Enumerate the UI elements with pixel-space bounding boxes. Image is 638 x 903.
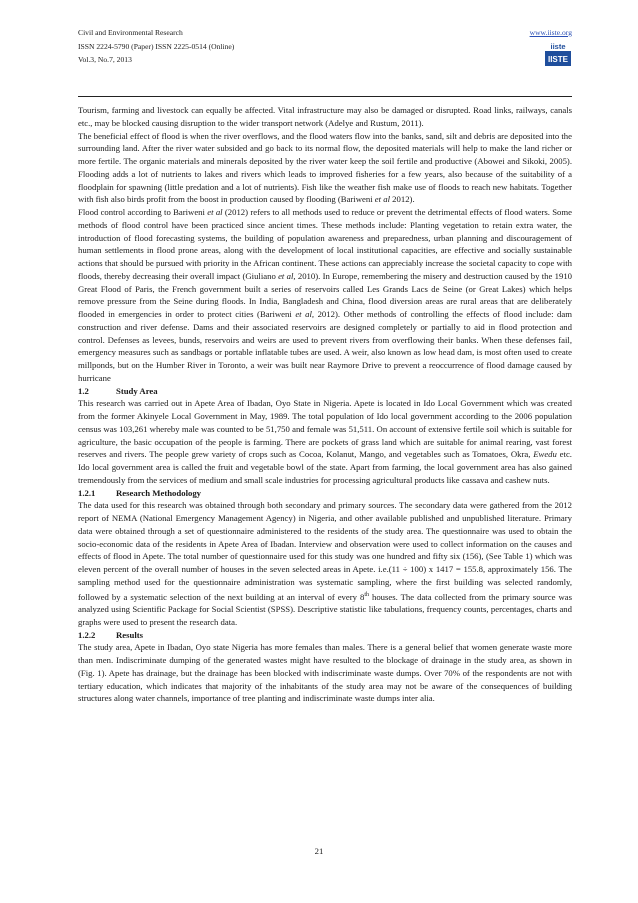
section-heading-results: 1.2.2 Results (78, 629, 144, 640)
section-heading-study-area: 1.2 Study Area (78, 385, 158, 396)
journal-title: Civil and Environmental Research (78, 28, 183, 37)
iiste-logo-icon (544, 41, 572, 67)
section-heading-methodology: 1.2.1 Research Methodology (78, 487, 202, 498)
paragraph-infrastructure: Tourism, farming and livestock can equally be affected. Vital infrastructure may also be damaged or disrupted. Road links, railways, canals etc., may be blocked causing disruption to the wider transport network (Adelye and Rustum, 2011). (78, 105, 572, 128)
page-number: 21 (314, 846, 324, 856)
paragraph-results: The study area, Apete in Ibadan, Oyo state Nigeria has more females than males. There is a general belief that women generate waste more than men. Indiscriminate dumping of the generated wastes might have resulted to the blockage of drainage in the study area, as shown in (Fig. 1). Apete has drainage, but the drainage has been blocked with indiscriminate waste dumps. Over 70% of the respondents are not with tertiary education, which indicates that majority of the inhabitants of the study area may not be aware of the consequences of building structures along water channels, importance of tree planting and indiscriminate waste dumps inter alia. (78, 642, 572, 704)
article-body (78, 104, 572, 705)
journal-volume: Vol.3, No.7, 2013 (78, 55, 132, 65)
journal-issn: ISSN 2224-5790 (Paper) ISSN 2225-0514 (Online) (78, 41, 235, 51)
logo-text: IISTE (547, 55, 569, 64)
paragraph-study-area: This research was carried out in Apete Area of Ibadan, Oyo State in Nigeria. Apete is located in Ido Local Government which was created from the former Akinyele Local Government in May, 1989. The total population of Ido local government according to the 2006 population census was 103,261 whereby male was counted to be 51,750 and female was 51,511. On account of extensive fertile soil which is suitable for agriculture, the basic occupation of the people is farming. There are pockets of grass land which are suitable for animal rearing, vast forest reserves and rivers. The people grew variety of crops such as Cocoa, Kolanut, Mango, and vegetables such as Tomatoes, Okra, Ewedu etc. Ido local government area is called the fruit and vegetable bowl of the state. Apart from farming, the local government area has also gained tremendously from the services of medium and small scale industries for processing agricultural products like cassava and cashew nuts. (78, 398, 572, 485)
paragraph-methodology: The data used for this research was obtained through both secondary and primary sources. The secondary data were gathered from the 2012 report of NEMA (National Emergency Management Agency) in Nigeria, and other available published and unpublished literature. Primary data were obtained through a set of questionnaire administered to the residents of the study area. The questionnaire was used to obtain the socio-economic data of the residents in Apete Area of Ibadan. Interview and observation were used to collect information on the causes and effects of flood in Apete. The total number of questionnaire used for this study was one hundred and fifty six (156), (See Table 1) which was eleven percent of the overall number of houses in the seven selected areas in Apete. i.e.(11 ÷ 100) x 1417 = 155.8, approximately 156. The sampling method used for the questionnaire administration was systematic sampling, where the first building was selected randomly, followed by a systematic selection of the next building at an interval of every 8th houses. The data collected from the primary source was analyzed using Scientific Package for Social Scientist (SPSS). Descriptive statistic like tabulations, frequency counts, percentages, charts and graphs were used to present the research data. (78, 500, 572, 627)
paragraph-flood-control: Flood control according to Bariweni et al (2012) refers to all methods used to reduce or prevent the detrimental effects of flood waters. Some methods of flood control have been practiced since ancient times. These methods include: Planting vegetation to retain extra water, the introduction of flood forecasting systems, the building of population awareness and preparedness, urban planning and discouragement of human settlements in flood prone areas, along with the development of local institutional capacities, are effective and socially sustainable actions that should be pursued with priority in the African continent. These actions can appreciably increase the societal capacity to cope with floods, thereby decreasing their overall impact (Giuliano et al, 2010). In Europe, remembering the misery and destruction caused by the 1910 Great Flood of Paris, the French government built a series of reservoirs called Les Grands Lacs de Seine (or Great Lakes) which helps remove pressure from the Seine during floods. In India, Bangladesh and China, flood diversion areas are rural areas that are deliberately flooded in emergencies in order to protect cities (Bariweni et al, 2012). Other methods of controlling the effects of flood include: dam construction and river defense. Dams and their associated reservoirs are designed completely or partially to aid in flood protection and control. Defenses as levees, bunds, reservoirs and weirs are used to prevent rivers from overflowing their banks. When these defenses fail, emergency measures such as sandbags or portable inflatable tubes are used. A weir, also known as low head dam, is most often used to create millponds, but on the Humber River in Toronto, a weir was built near Raymore Drive to prevent a reoccurrence of flood damage caused by hurricane (78, 207, 573, 383)
journal-url-link[interactable]: www.iiste.org (529, 28, 572, 37)
svg-text:iiste: iiste (550, 42, 566, 51)
journal-header (78, 26, 572, 98)
header-divider (78, 96, 572, 97)
paragraph-beneficial-effect: The beneficial effect of flood is when the river overflows, and the flood waters flow into the banks, sand, silt and debris are deposited into the surrounding land. After the river water subsided and go back to its normal flow, the deposited materials will help to make the land richer or more fertile. The organic materials and minerals deposited by the river water keep the soil fertile and productive (Abowei and Sikoki, 2005). Flooding adds a lot of nutrients to lakes and rivers which leads to improved fisheries for a few years, also because of the suitability of a floodplain for spawning (little predation and a lot of nutrients). Fish like the weather fish make use of floods to reach new habitats. Together with fish also birds profit from the boost in production caused by flooding (Bariweni et al 2012). (78, 130, 572, 205)
